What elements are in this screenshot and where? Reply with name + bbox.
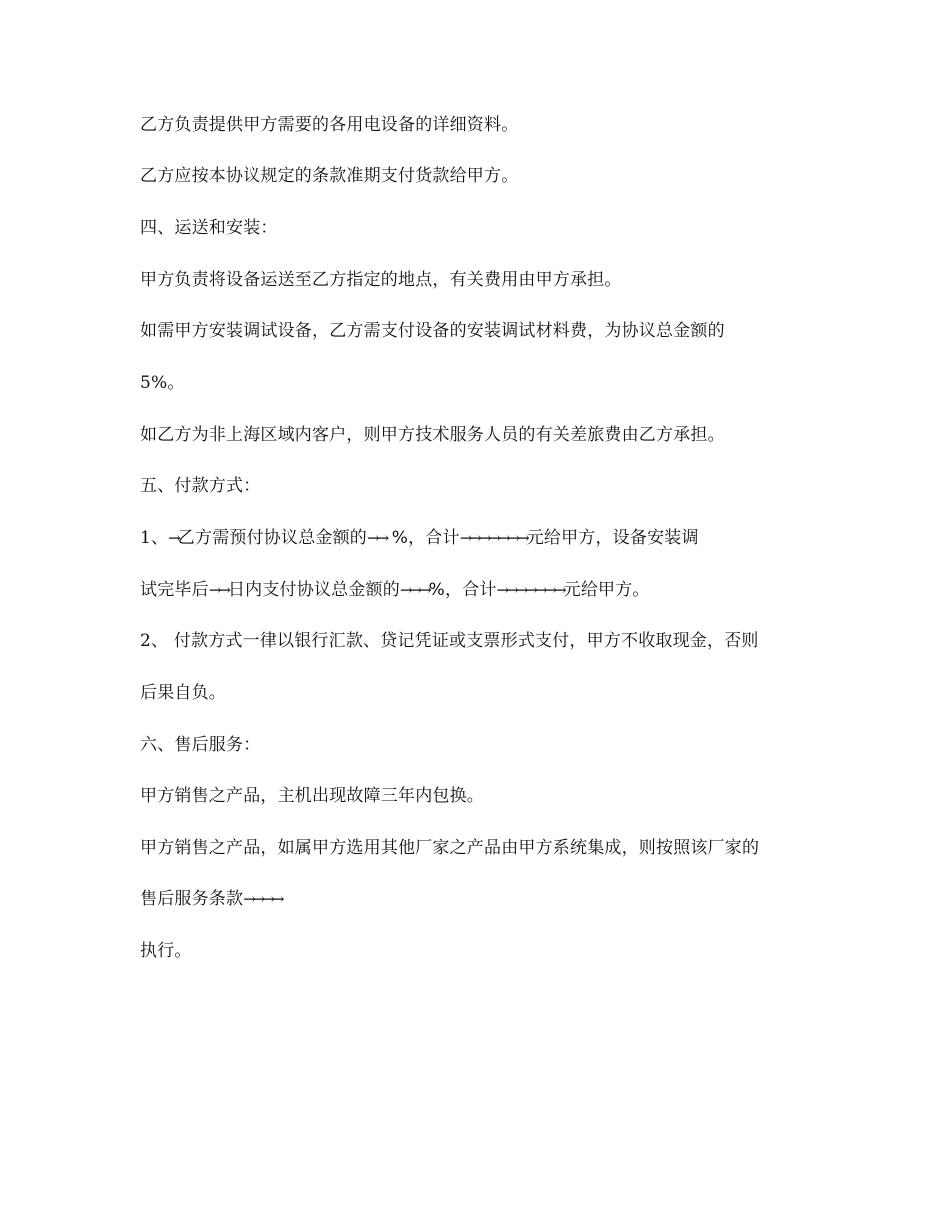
paragraph-line: 5%。 — [140, 373, 185, 393]
payment-item-1 — [140, 526, 830, 550]
section-heading-payment: 五、付款方式： — [140, 476, 261, 496]
paragraph-line: 甲方销售之产品，如属甲方选用其他厂家之产品由甲方系统集成，则按照该厂家的 — [140, 838, 760, 858]
paragraph-line: 乙方负责提供甲方需要的各用电设备的详细资料。 — [140, 115, 519, 135]
section-heading-delivery: 四、运送和安装： — [140, 218, 278, 238]
paragraph-line: 甲方销售之产品，主机出现故障三年内包换。 — [140, 786, 484, 806]
text-segment: %，合计 — [428, 580, 497, 600]
text-segment: 试完毕后 — [140, 580, 209, 600]
list-number: 1、 — [140, 528, 169, 548]
text-segment: 售后服务条款 — [140, 889, 244, 909]
tab-arrow-marks: →→→→ — [243, 890, 282, 908]
tab-arrow-marks: →→ — [208, 581, 228, 599]
paragraph-line: 甲方负责将设备运送至乙方指定的地点，有关费用由甲方承担。 — [140, 270, 622, 290]
section-heading-after-sales: 六、售后服务： — [140, 735, 261, 755]
payment-item-1-continued — [140, 578, 830, 602]
tab-arrow-marks: →→→→→→→ — [459, 529, 527, 547]
text-segment: 日内支付协议总金额的 — [227, 580, 400, 600]
text-segment: 元给甲方，设备安装调 — [526, 528, 699, 548]
paragraph-line: 如乙方为非上海区域内客户，则甲方技术服务人员的有关差旅费由乙方承担。 — [140, 425, 725, 445]
payment-item-2: 2、 付款方式一律以银行汇款、贷记凭证或支票形式支付，甲方不收取现金，否则 — [140, 631, 759, 651]
paragraph-line: 乙方应按本协议规定的条款准期支付货款给甲方。 — [140, 166, 519, 186]
paragraph-line: 后果自负。 — [140, 683, 226, 703]
tab-arrow-marks: →→→→→→→ — [496, 581, 564, 599]
paragraph-line: 如需甲方安装调试设备，乙方需支付设备的安装调试材料费，为协议总金额的 — [140, 321, 725, 341]
text-segment: 元给甲方。 — [563, 580, 650, 600]
text-segment: %，合计 — [386, 528, 460, 548]
paragraph-line: 执行。 — [140, 941, 192, 961]
text-segment: 乙方需预付协议总金额的 — [177, 528, 367, 548]
paragraph-line — [140, 887, 830, 911]
tab-arrow-marks: → — [168, 529, 178, 547]
tab-arrow-marks: →→ — [367, 529, 387, 547]
tab-arrow-marks: →→→ — [399, 581, 429, 599]
